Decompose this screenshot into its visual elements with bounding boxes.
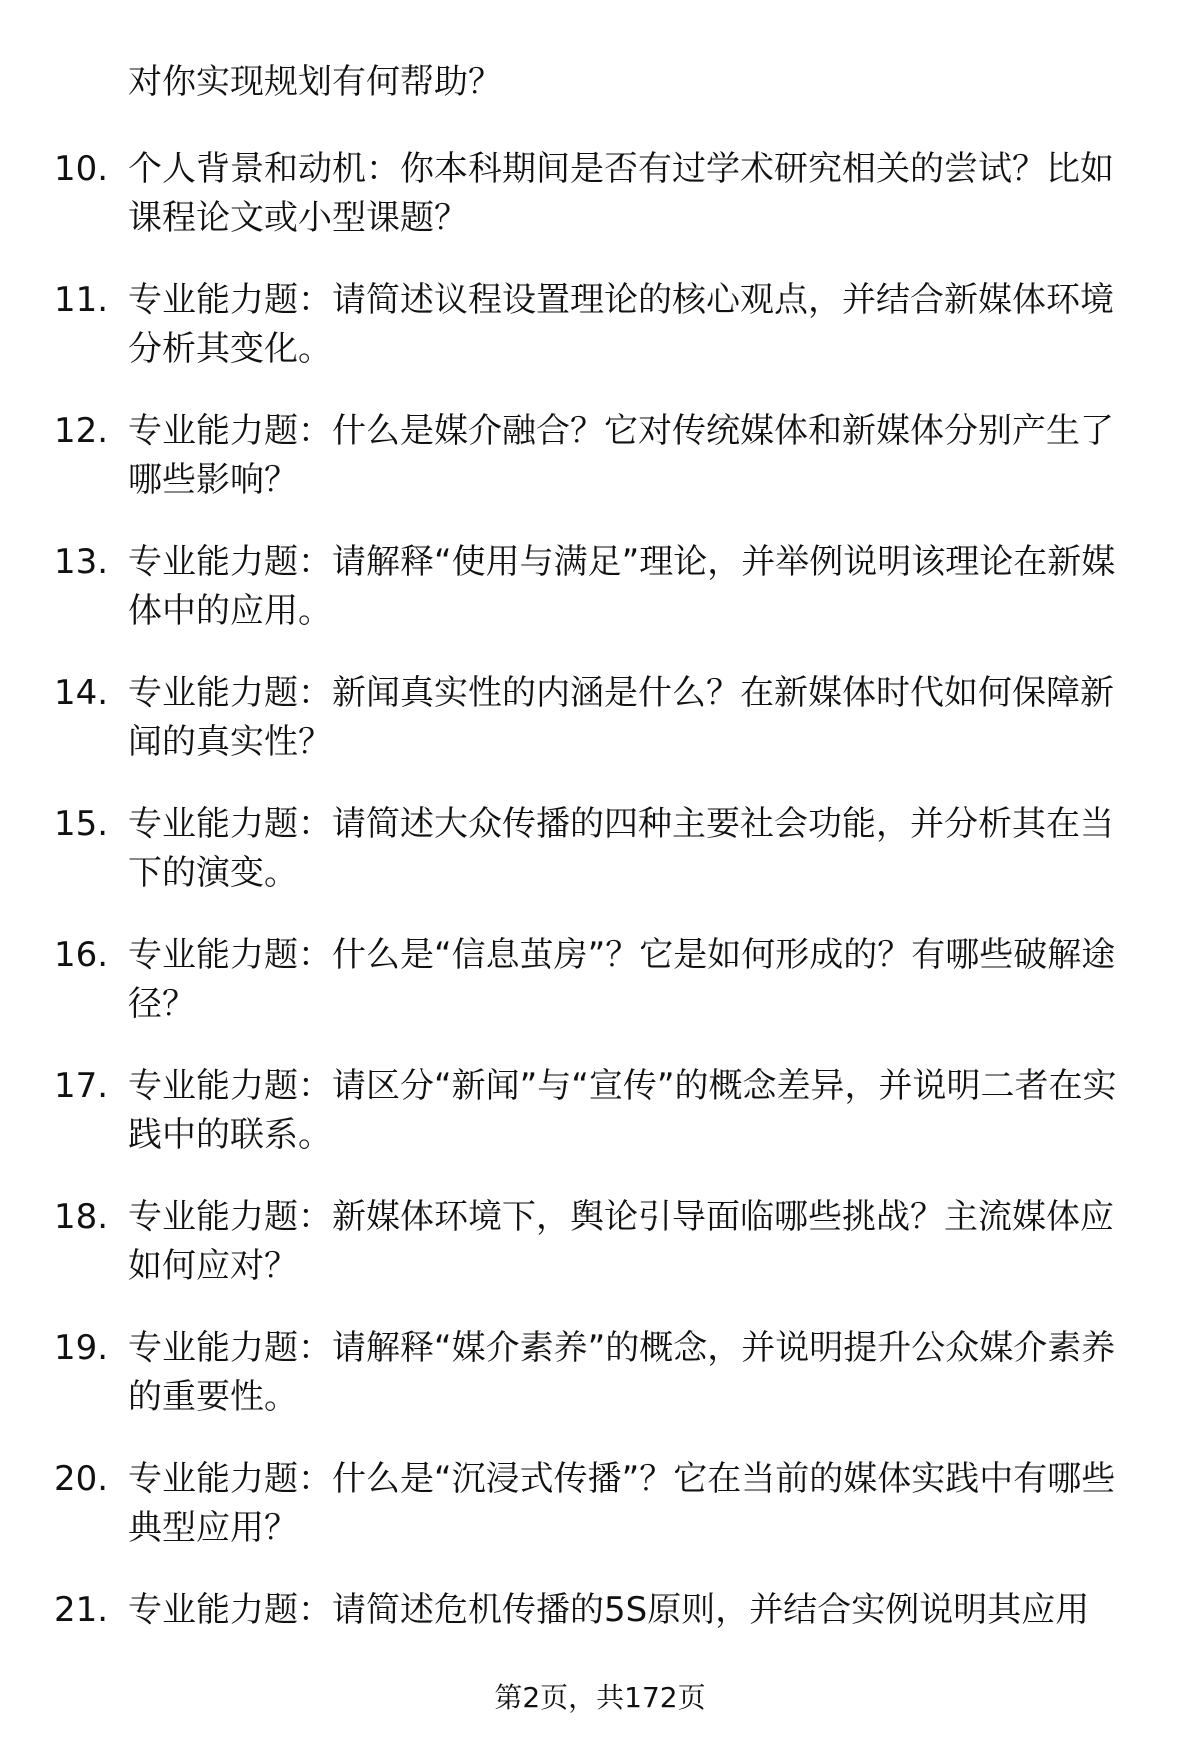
question-text: 专业能力题：请区分“新闻”与“宣传”的概念差异，并说明二者在实践中的联系。	[128, 1066, 1117, 1155]
question-item	[0, 276, 1200, 374]
question-number: 19.	[54, 1328, 109, 1368]
question-number: 12.	[54, 411, 109, 451]
question-item	[0, 1586, 1200, 1635]
question-item	[0, 931, 1200, 1029]
question-item	[0, 1062, 1200, 1160]
question-number: 10.	[54, 149, 109, 189]
question-number: 17.	[54, 1066, 109, 1106]
question-number: 21.	[54, 1590, 109, 1630]
page-number: 第2页，共172页	[494, 1681, 706, 1714]
question-number: 16.	[54, 935, 109, 975]
question-number: 15.	[54, 804, 109, 844]
question-text: 专业能力题：新闻真实性的内涵是什么？在新媒体时代如何保障新闻的真实性？	[128, 673, 1114, 762]
question-number: 18.	[54, 1197, 109, 1237]
question-number: 20.	[54, 1459, 109, 1499]
question-item	[0, 800, 1200, 898]
question-item	[0, 538, 1200, 636]
question-item	[0, 1193, 1200, 1291]
question-item	[0, 407, 1200, 505]
question-text: 专业能力题：什么是“沉浸式传播”？它在当前的媒体实践中有哪些典型应用？	[128, 1459, 1116, 1548]
question-text: 个人背景和动机：你本科期间是否有过学术研究相关的尝试？比如课程论文或小型课题？	[128, 149, 1114, 238]
question-item	[0, 1455, 1200, 1553]
question-item	[0, 669, 1200, 767]
question-text: 专业能力题：什么是媒介融合？它对传统媒体和新媒体分别产生了哪些影响？	[128, 411, 1114, 500]
question-text: 专业能力题：请简述议程设置理论的核心观点，并结合新媒体环境分析其变化。	[128, 280, 1114, 369]
question-item	[0, 145, 1200, 243]
question-text: 专业能力题：请解释“媒介素养”的概念，并说明提升公众媒介素养的重要性。	[128, 1328, 1116, 1417]
question-number: 14.	[54, 673, 109, 713]
question-text: 专业能力题：请简述危机传播的5S原则，并结合实例说明其应用	[128, 1590, 1090, 1630]
question-text: 专业能力题：什么是“信息茧房”？它是如何形成的？有哪些破解途径？	[128, 935, 1116, 1024]
question-text: 专业能力题：新媒体环境下，舆论引导面临哪些挑战？主流媒体应如何应对？	[128, 1197, 1114, 1286]
question-text: 专业能力题：请简述大众传播的四种主要社会功能，并分析其在当下的演变。	[128, 804, 1114, 893]
question-number: 13.	[54, 542, 109, 582]
question-number: 11.	[54, 280, 109, 320]
question-list	[0, 58, 1200, 1668]
continued-text: 对你实现规划有何帮助？	[128, 62, 502, 102]
question-text: 专业能力题：请解释“使用与满足”理论，并举例说明该理论在新媒体中的应用。	[128, 542, 1116, 631]
question-item	[0, 1324, 1200, 1422]
